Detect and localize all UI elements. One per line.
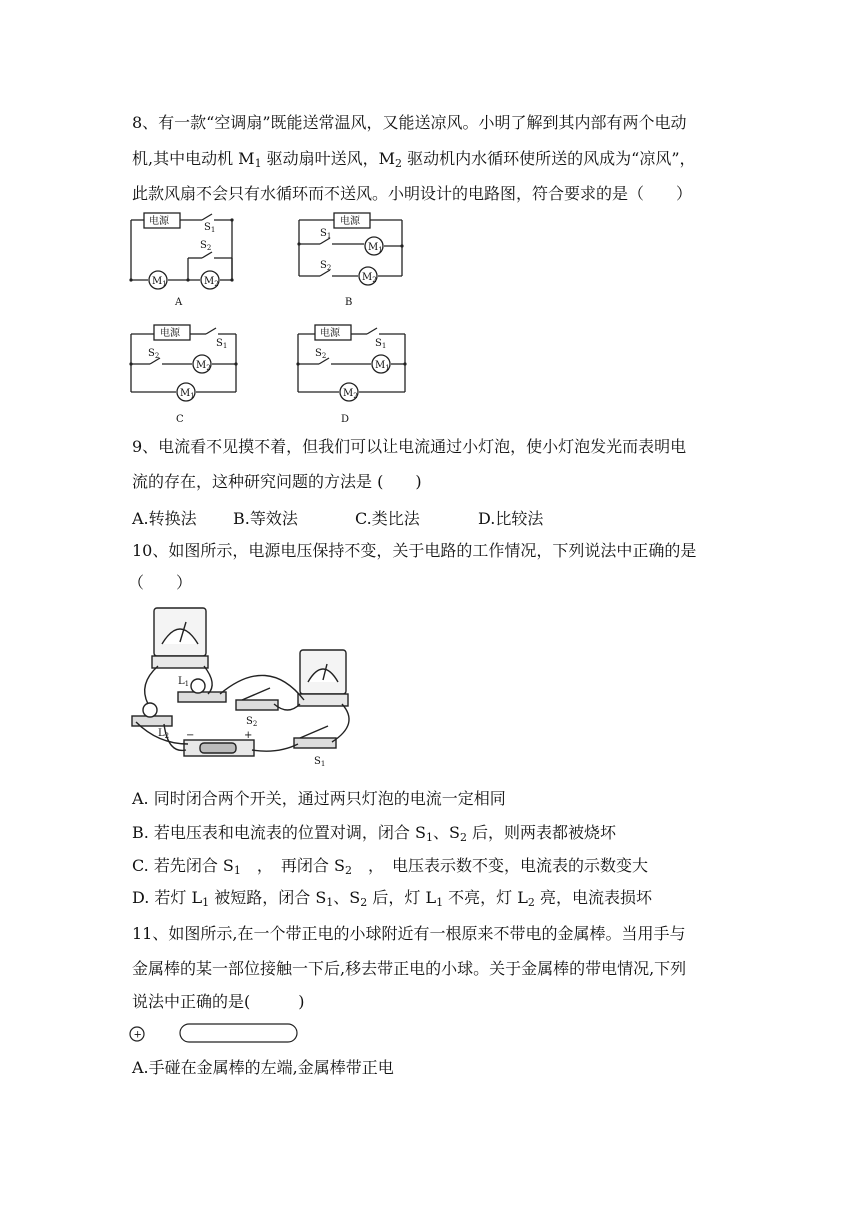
- q11-line-2: 金属棒的某一部位接触一下后,移去带正电的小球。关于金属棒的带电情况,下列: [132, 959, 687, 978]
- motor-label-m1: $M_1$: [180, 388, 195, 400]
- q11-figure: [128, 1022, 303, 1046]
- diagram-label-a: A: [175, 297, 183, 308]
- diagram-label-b: B: [345, 297, 353, 308]
- motor-label-m2: $M_2$: [196, 360, 211, 372]
- switch-label-s1: $S_1$: [314, 756, 326, 768]
- circuit-diagram-a: [128, 208, 248, 308]
- switch-label-s1: $S_1$: [204, 222, 216, 234]
- motor-label-m2: $M_2$: [343, 388, 358, 400]
- q8-line-1: 8、有一款“空调扇”既能送常温风，又能送凉风。小明了解到其内部有两个电动: [132, 113, 687, 132]
- diagram-label-c: C: [176, 414, 184, 425]
- power-label: 电源: [149, 216, 169, 227]
- switch-label-s1: $S_1$: [216, 338, 228, 350]
- q11-line-3: 说法中正确的是( ): [132, 992, 305, 1011]
- switch-label-s2: $S_2$: [315, 348, 327, 360]
- motor-label-m1: $M_1$: [152, 276, 167, 288]
- circuit-diagram-d: [295, 322, 415, 428]
- circuit-diagram-b: [296, 208, 416, 308]
- power-label: 电源: [160, 328, 180, 339]
- q10-option-a: A. 同时闭合两个开关，通过两只灯泡的电流一定相同: [132, 789, 506, 808]
- switch-label-s2: $S_2$: [246, 716, 258, 728]
- q10-line-1: 10、如图所示，电源电压保持不变，关于电路的工作情况，下列说法中正确的是: [132, 541, 697, 560]
- motor-label-m2: $M_2$: [362, 272, 377, 284]
- positive-charge-label: +: [133, 1029, 142, 1041]
- motor-label-m1: $M_1$: [368, 242, 383, 254]
- switch-label-s1: $S_1$: [320, 228, 332, 240]
- switch-label-s1: $S_1$: [375, 338, 387, 350]
- circuit-diagram-c: [128, 322, 248, 428]
- battery-plus-label: +: [244, 730, 253, 741]
- q10-option-c: C. 若先闭合 $S_1$ ， 再闭合 $S_2$ ， 电压表示数不变，电流表的示数变大: [132, 856, 648, 877]
- lamp-label-l2: $L_2$: [158, 728, 170, 740]
- q10-circuit-figure: [128, 604, 363, 774]
- motor-label-m1: $M_1$: [375, 360, 390, 372]
- metal-rod: [180, 1024, 297, 1042]
- switch-label-s2: $S_2$: [148, 348, 160, 360]
- q10-option-d: D. 若灯 $L_1$ 被短路，闭合 $S_1$、$S_2$ 后，灯 $L_1$ 不亮，灯 $L_2$ 亮，电流表损坏: [132, 888, 652, 909]
- q10-option-b: B. 若电压表和电流表的位置对调，闭合 $S_1$、$S_2$ 后，则两表都被烧坏: [132, 823, 617, 844]
- power-label: 电源: [320, 328, 340, 339]
- lamp-label-l1: $L_1$: [178, 676, 190, 688]
- q9-line-2: 流的存在，这种研究问题的方法是 ( ): [132, 472, 422, 491]
- switch-label-s2: $S_2$: [320, 260, 332, 272]
- q9-option-a: A.转换法: [132, 509, 197, 528]
- diagram-label-d: D: [341, 414, 350, 425]
- q9-option-d: D.比较法: [478, 509, 544, 528]
- q9-option-c: C.类比法: [355, 509, 420, 528]
- q8-line-3: 此款风扇不会只有水循环而不送风。小明设计的电路图，符合要求的是（ ）: [132, 184, 693, 203]
- q10-line-2: （ ）: [128, 573, 193, 592]
- power-label: 电源: [340, 216, 360, 227]
- battery-minus-label: −: [186, 730, 195, 741]
- switch-label-s2: $S_2$: [200, 240, 212, 252]
- q11-option-a: A.手碰在金属棒的左端,金属棒带正电: [132, 1058, 394, 1077]
- q9-option-b: B.等效法: [233, 509, 298, 528]
- q8-line-2: 机,其中电动机 $M_1$ 驱动扇叶送风，$M_2$ 驱动机内水循环使所送的风成为“凉风”，: [132, 149, 696, 170]
- q11-line-1: 11、如图所示,在一个带正电的小球附近有一根原来不带电的金属棒。当用手与: [132, 924, 686, 943]
- q9-line-1: 9、电流看不见摸不着，但我们可以让电流通过小灯泡，使小灯泡发光而表明电: [132, 437, 687, 456]
- motor-label-m2: $M_2$: [204, 276, 219, 288]
